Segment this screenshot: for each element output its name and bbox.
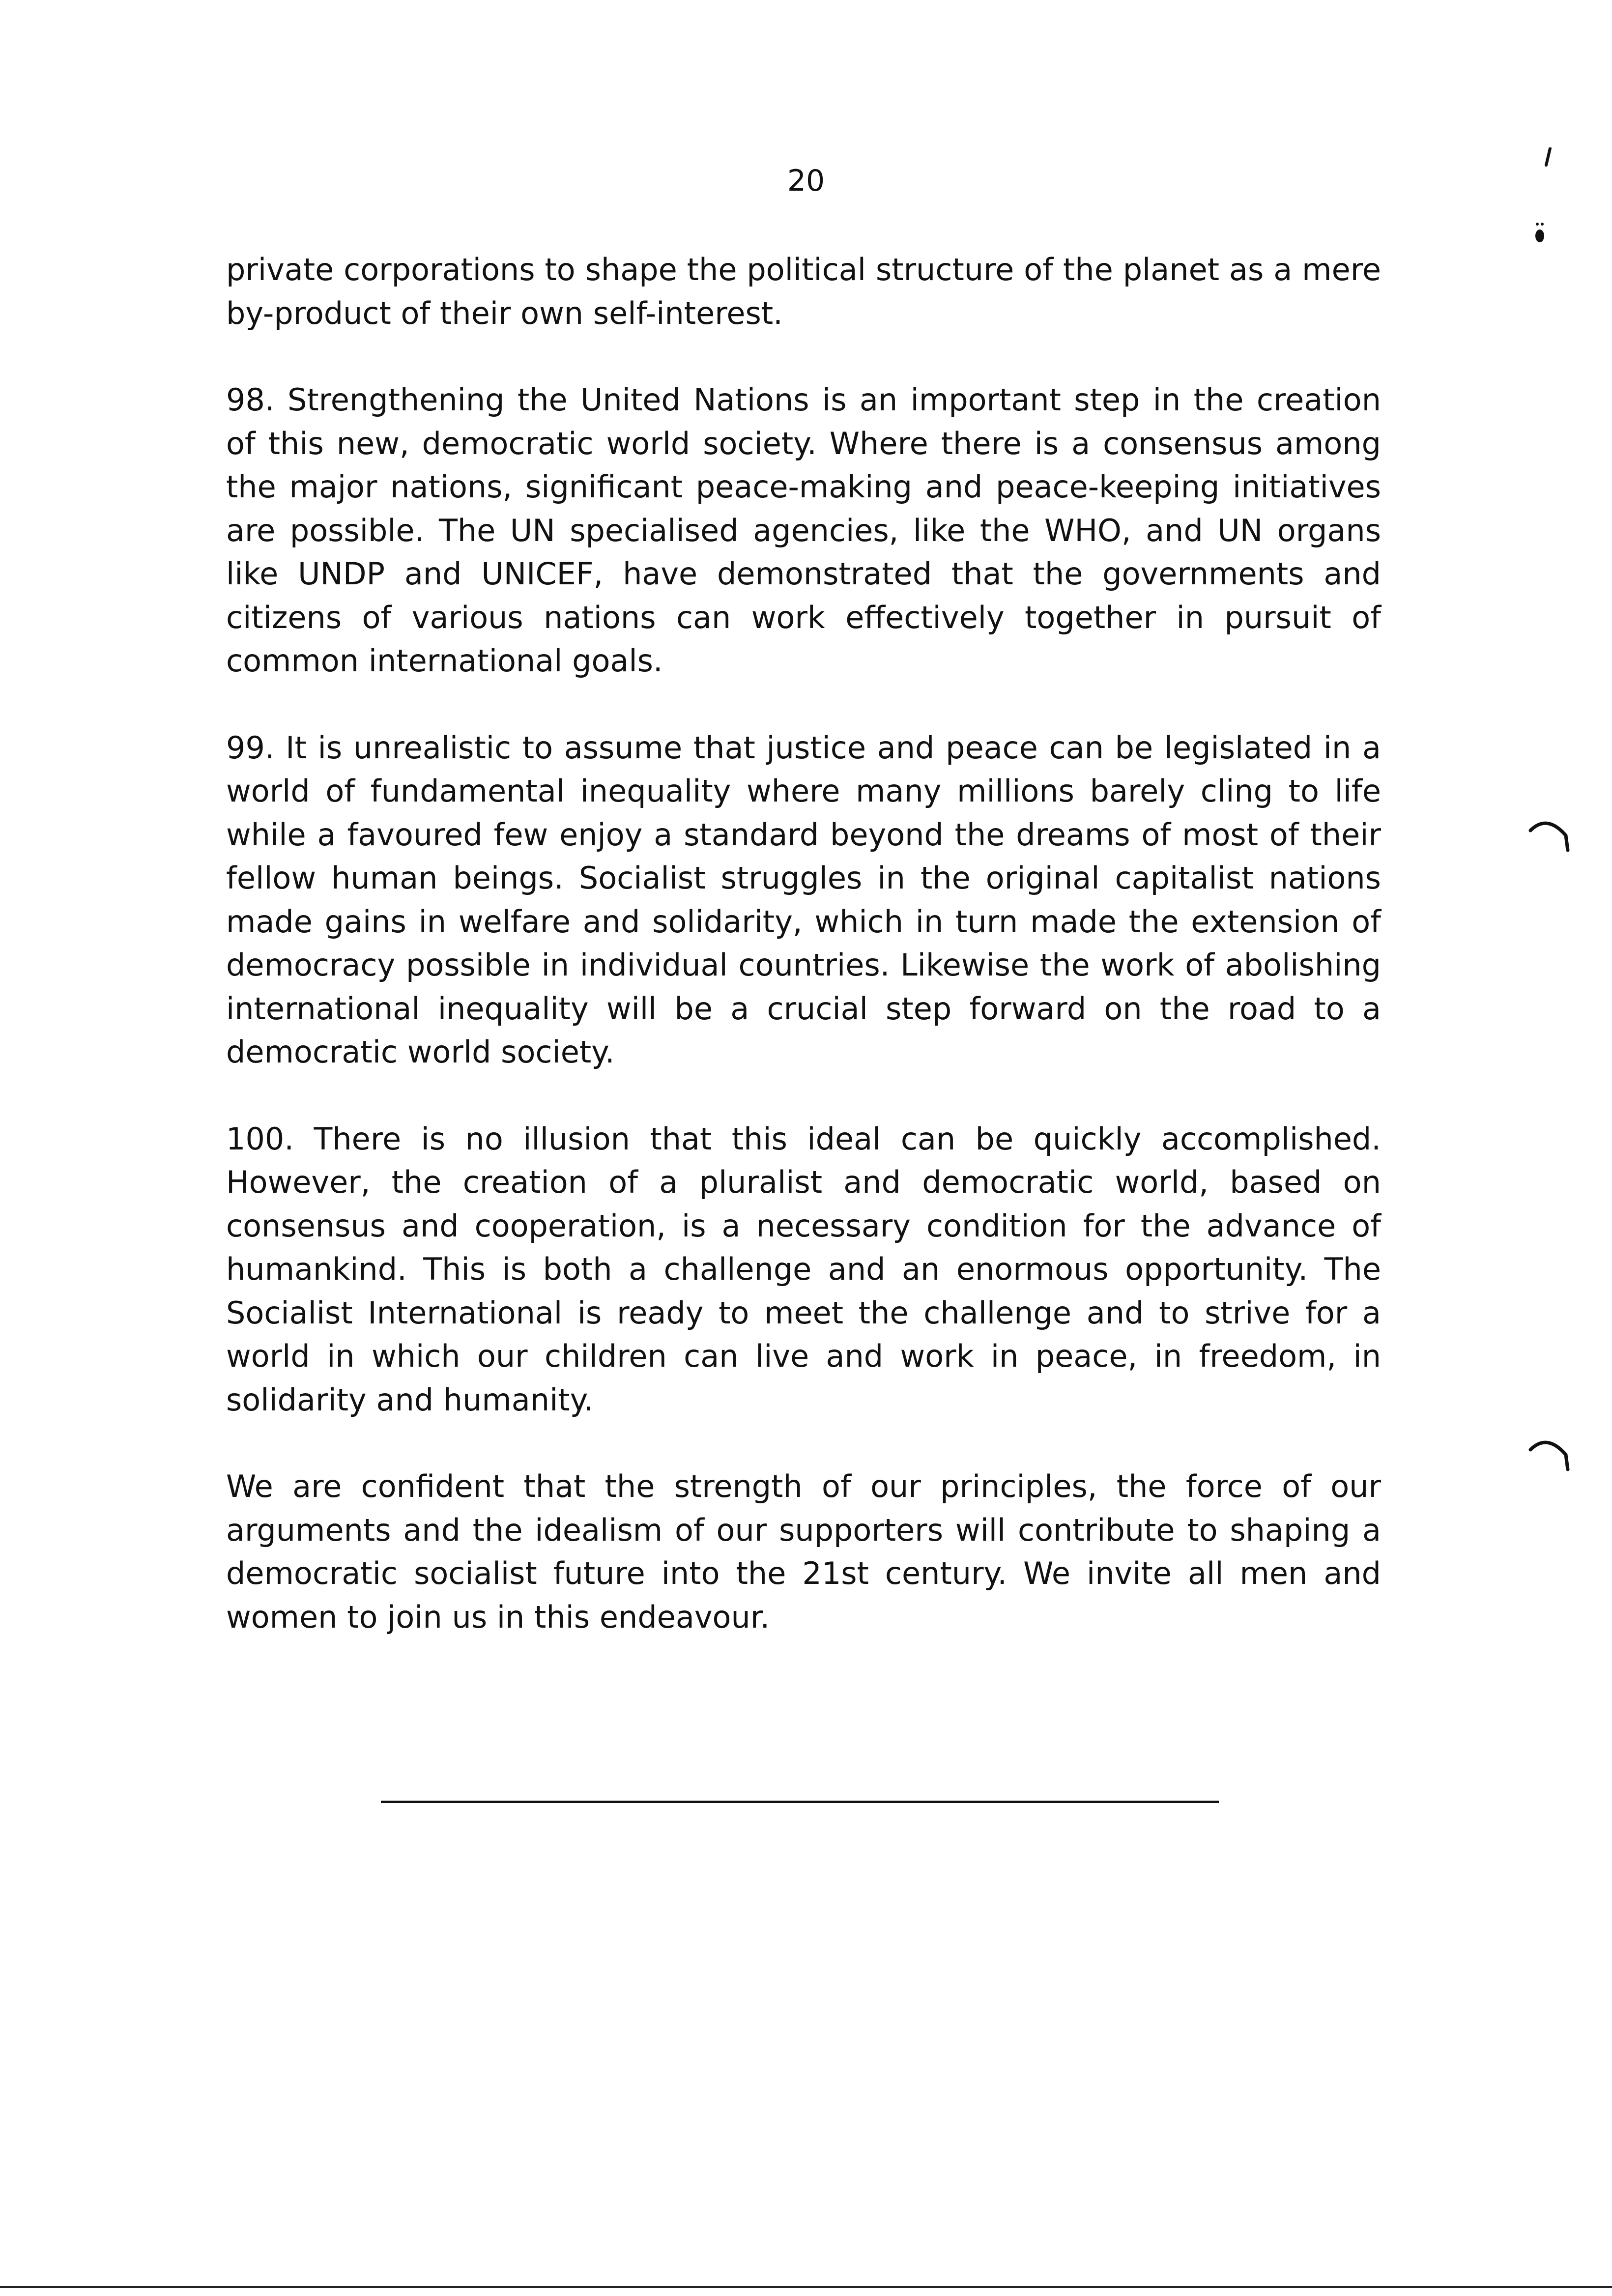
scan-bottom-edge-line (0, 2286, 1612, 2288)
closing-divider-line (381, 1801, 1219, 1803)
page-number: 20 (787, 164, 825, 198)
paragraph-99: 99. It is unrealistic to assume that justice and peace can be legislated in a world of fundamental inequality where many millions barely cling to life while a favoured few enjoy a standard beyond the dreams of most of their fellow human beings. Socialist struggles in the original capitalist nations made gains in welfare and solidarity, which in turn made the extension of democracy possible in individual countries. Likewise the work of abolishing international inequality will be a crucial step forward on the road to a democratic world society. (226, 729, 1381, 1070)
body-text (226, 248, 1381, 1682)
paragraph-98: 98. Strengthening the United Nations is an important step in the creation of this new, democratic world society. Where there is a consensus among the major nations, significant peace-making and peace-keeping initiatives are possible. The UN specialised agencies, like the WHO, and UN organs like UNDP and UNICEF, have demonstrated that the governments and citizens of various nations can work effectively together in pursuit of common international goals. (226, 382, 1381, 679)
scan-tick-mark-icon (1543, 147, 1553, 167)
scan-arc-mark-icon (1527, 1435, 1572, 1474)
scan-arc-mark-icon (1527, 816, 1572, 855)
paragraph-continuation: private corporations to shape the political structure of the planet as a mere by-product of their own self-interest. (226, 252, 1381, 331)
scan-dot-mark-icon (1532, 220, 1547, 250)
paragraph-closing: We are confident that the strength of our principles, the force of our arguments and the idealism of our supporters will contribute to shaping a democratic socialist future into the 21st century. We invite all men and women to join us in this endeavour. (226, 1468, 1381, 1635)
paragraph-100: 100. There is no illusion that this ideal can be quickly accomplished. However, the creation of a pluralist and democratic world, based on consensus and cooperation, is a necessary condition for the advance of humankind. This is both a challenge and an enormous opportunity. The Socialist International is ready to meet the challenge and to strive for a world in which our children can live and work in peace, in freedom, in solidarity and humanity. (226, 1120, 1381, 1418)
